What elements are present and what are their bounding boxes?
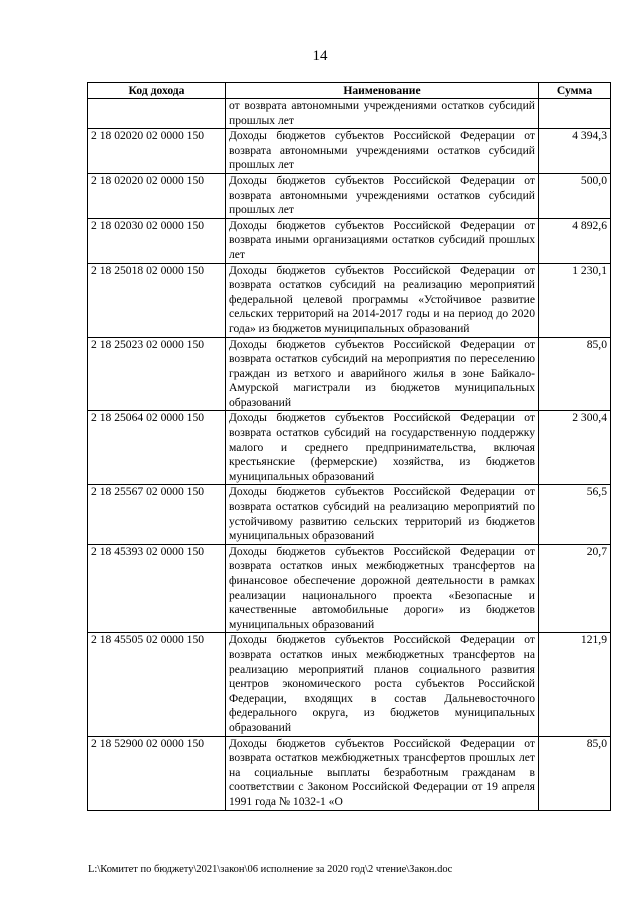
table-row <box>88 263 611 337</box>
header-sum: Сумма <box>539 83 611 99</box>
income-name-cell: Доходы бюджетов субъектов Российской Федерации от возврата автономными учреждениями остатков субсидий прошлых лет <box>226 173 539 218</box>
income-code-cell: 2 18 52900 02 0000 150 <box>88 736 226 810</box>
income-sum-cell: 1 230,1 <box>539 263 611 337</box>
income-code-cell: 2 18 25023 02 0000 150 <box>88 337 226 411</box>
table-row <box>88 337 611 411</box>
income-name-cell: Доходы бюджетов субъектов Российской Федерации от возврата остатков иных межбюджетных трансфертов на финансовое обеспечение дорожной деятельности в рамках реализации национального проекта «Безопасные и качественные автомобильные дороги» из бюджетов муниципальных образований <box>226 544 539 633</box>
page-number: 14 <box>312 48 328 64</box>
table-row <box>88 411 611 485</box>
header-code: Код дохода <box>88 83 226 99</box>
income-name-cell: Доходы бюджетов субъектов Российской Федерации от возврата остатков субсидий на реализацию мероприятий по устойчивому развитию сельских территорий из бюджетов муниципальных образований <box>226 485 539 544</box>
income-sum-cell: 4 394,3 <box>539 129 611 174</box>
income-name-cell: Доходы бюджетов субъектов Российской Федерации от возврата остатков межбюджетных трансфертов прошлых лет на социальные выплаты безработным гражданам в соответствии с Законом Российской Федерации от 19 апреля 1991 года № 1032-1 «О <box>226 736 539 810</box>
income-code-cell: 2 18 45505 02 0000 150 <box>88 633 226 736</box>
table-row <box>88 633 611 736</box>
income-name-cell: Доходы бюджетов субъектов Российской Федерации от возврата автономными учреждениями остатков субсидий прошлых лет <box>226 129 539 174</box>
income-sum-cell: 2 300,4 <box>539 411 611 485</box>
income-code-cell: 2 18 25018 02 0000 150 <box>88 263 226 337</box>
income-name-cell: Доходы бюджетов субъектов Российской Федерации от возврата остатков субсидий на мероприятия по переселению граждан из ветхого и аварийного жилья в зоне Байкало-Амурской магистрали из бюджетов муниципальных образований <box>226 337 539 411</box>
income-sum-cell: 4 892,6 <box>539 218 611 263</box>
income-sum-cell: 20,7 <box>539 544 611 633</box>
income-name-cell: Доходы бюджетов субъектов Российской Федерации от возврата остатков иных межбюджетных трансфертов на реализацию мероприятий планов социального развития центров экономического роста субъектов Российской Федерации, входящих в состав Дальневосточного федерального округа, из бюджетов муниципальных образований <box>226 633 539 736</box>
income-name-cell: Доходы бюджетов субъектов Российской Федерации от возврата остатков субсидий на реализацию мероприятий федеральной целевой программы «Устойчивое развитие сельских территорий на 2014-2017 годы и на период до 2020 года» из бюджетов муниципальных образований <box>226 263 539 337</box>
income-sum-cell: 85,0 <box>539 736 611 810</box>
income-sum-cell: 500,0 <box>539 173 611 218</box>
income-code-cell: 2 18 02020 02 0000 150 <box>88 173 226 218</box>
income-name-cell: Доходы бюджетов субъектов Российской Федерации от возврата иными организациями остатков субсидий прошлых лет <box>226 218 539 263</box>
income-code-cell: 2 18 02020 02 0000 150 <box>88 129 226 174</box>
table-row <box>88 485 611 544</box>
income-table <box>87 82 611 811</box>
income-code-cell: 2 18 45393 02 0000 150 <box>88 544 226 633</box>
income-sum-cell: 121,9 <box>539 633 611 736</box>
income-code-cell: 2 18 25567 02 0000 150 <box>88 485 226 544</box>
table-row <box>88 544 611 633</box>
income-code-cell <box>88 99 226 129</box>
income-code-cell: 2 18 25064 02 0000 150 <box>88 411 226 485</box>
income-name-cell: от возврата автономными учреждениями остатков субсидий прошлых лет <box>226 99 539 129</box>
table-row <box>88 99 611 129</box>
income-sum-cell <box>539 99 611 129</box>
income-code-cell: 2 18 02030 02 0000 150 <box>88 218 226 263</box>
file-path-footer: L:\Комитет по бюджету\2021\закон\06 исполнение за 2020 год\2 чтение\Закон.doc <box>88 864 453 875</box>
table-header <box>88 83 611 99</box>
header-name: Наименование <box>226 83 539 99</box>
income-sum-cell: 85,0 <box>539 337 611 411</box>
table-row <box>88 173 611 218</box>
table-row <box>88 218 611 263</box>
table-row <box>88 736 611 810</box>
table-body <box>88 99 611 811</box>
income-sum-cell: 56,5 <box>539 485 611 544</box>
income-name-cell: Доходы бюджетов субъектов Российской Федерации от возврата остатков субсидий на государственную поддержку малого и среднего предпринимательства, включая крестьянские (фермерские) хозяйства, из бюджетов муниципальных образований <box>226 411 539 485</box>
table-row <box>88 129 611 174</box>
